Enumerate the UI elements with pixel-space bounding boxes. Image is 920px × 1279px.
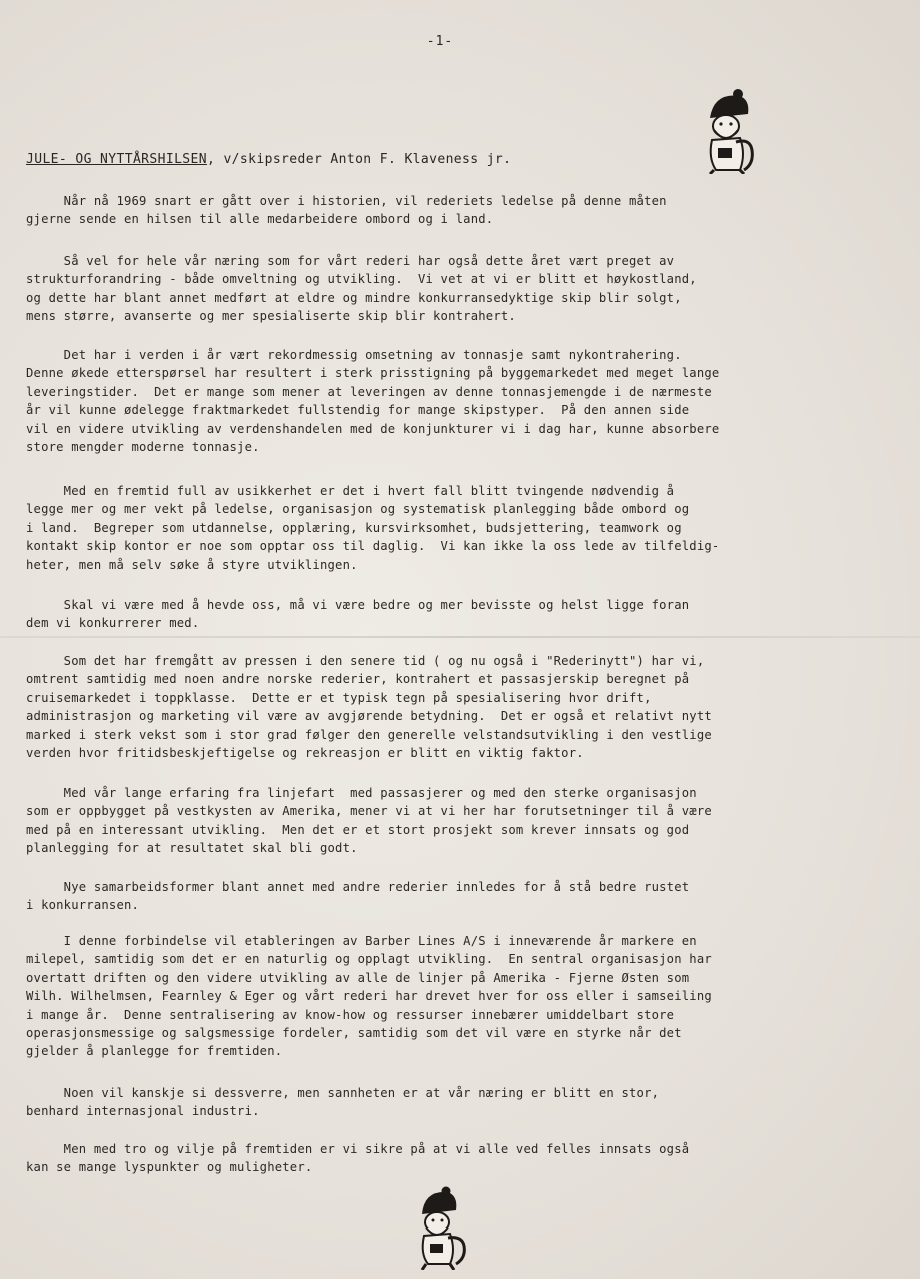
heading-title: JULE- OG NYTTÅRSHILSEN bbox=[26, 152, 207, 167]
paragraph-7: Med vår lange erfaring fra linjefart med passasjerer og med den sterke organisasjon som er oppbygget på vestkysten av Amerika, mener vi at vi her har forutsetninger til å være med på en interessant utvikling. Men det er et stort prosjekt som krever innsats og god planlegging for at resultatet skal bli godt. bbox=[26, 786, 712, 856]
paragraph-11: Men med tro og vilje på fremtiden er vi sikre på at vi alle ved felles innsats også kan se mange lyspunkter og muligheter. bbox=[26, 1142, 690, 1175]
paragraph-3: Det har i verden i år vært rekordmessig omsetning av tonnasje samt nykontrahering. Denne økede etterspørsel har resultert i sterk prisstigning på byggemarkedet med meget lange leveringstider. Det er mange som mener at leveringen av denne tonnasjemengde i de nærmeste år vil kunne ødelegge fraktmarkedet fullstendig for mange skipstyper. På den annen side vil en videre utvikling av verdenshandelen med de konjunkturer vi i dag har, kunne absorbere store mengder moderne tonnasje. bbox=[26, 348, 720, 455]
paragraph-1: Når nå 1969 snart er gått over i historien, vil rederiets ledelse på denne måten gjerne sende en hilsen til alle medarbeidere ombord og i land. bbox=[26, 194, 667, 227]
paragraph-10: Noen vil kanskje si dessverre, men sannheten er at vår næring er blitt en stor, benhard internasjonal industri. bbox=[26, 1086, 660, 1119]
christmas-elf-icon-bottom bbox=[410, 1186, 470, 1270]
paragraph-2: Så vel for hele vår næring som for vårt rederi har også dette året vært preget av strukturforandring - både omveltning og utvikling. Vi vet at vi er blitt et høykostland, og dette har blant annet medført at eldre og mindre konkurransedyktige skip blir solgt, mens større, avanserte og mer spesialiserte skip blir kontrahert. bbox=[26, 254, 697, 324]
page-number: -1- bbox=[426, 34, 454, 49]
heading-subtitle: , v/skipsreder Anton F. Klaveness jr. bbox=[207, 152, 512, 167]
paragraph-4: Med en fremtid full av usikkerhet er det i hvert fall blitt tvingende nødvendig å legge mer og mer vekt på ledelse, organisasjon og systematisk planlegging både ombord og i land. Begreper som utdannelse, opplæring, kursvirksomhet, budsjettering, teamwork og kontakt skip kontor er noe som opptar oss til daglig. Vi kan ikke la oss lede av tilfeldig- heter, men må selv søke å styre utviklingen. bbox=[26, 484, 720, 572]
paper-fold-line bbox=[0, 636, 920, 638]
christmas-elf-icon bbox=[700, 88, 762, 174]
letter-heading bbox=[26, 152, 511, 167]
paragraph-9: I denne forbindelse vil etableringen av Barber Lines A/S i inneværende år markere en milepel, samtidig som det er en naturlig og opplagt utvikling. En sentral organisasjon har overtatt driften og den videre utvikling av alle de linjer på Amerika - Fjerne Østen som Wilh. Wilhelmsen, Fearnley & Eger og vårt rederi har drevet hver for oss eller i samseiling i mange år. Denne sentralisering av know-how og ressurser innebærer umiddelbart store operasjonsmessige og salgsmessige fordeler, samtidig som det vil være en styrke når det gjelder å planlegge for fremtiden. bbox=[26, 934, 712, 1059]
paragraph-5: Skal vi være med å hevde oss, må vi være bedre og mer bevisste og helst ligge foran dem vi konkurrerer med. bbox=[26, 598, 690, 631]
paragraph-8: Nye samarbeidsformer blant annet med andre rederier innledes for å stå bedre rustet i konkurransen. bbox=[26, 880, 690, 913]
paragraph-6: Som det har fremgått av pressen i den senere tid ( og nu også i "Rederinytt") har vi, omtrent samtidig med noen andre norske rederier, kontrahert et passasjerskip beregnet på cruisemarkedet i toppklasse. Dette er et typisk tegn på spesialisering hvor drift, administrasjon og marketing vil være av avgjørende betydning. Det er også et relativt nytt marked i sterk vekst som i stor grad følger den generelle velstandsutvikling i den vestlige verden hvor fritidsbeskjeftigelse og rekreasjon er blitt en viktig faktor. bbox=[26, 654, 712, 761]
